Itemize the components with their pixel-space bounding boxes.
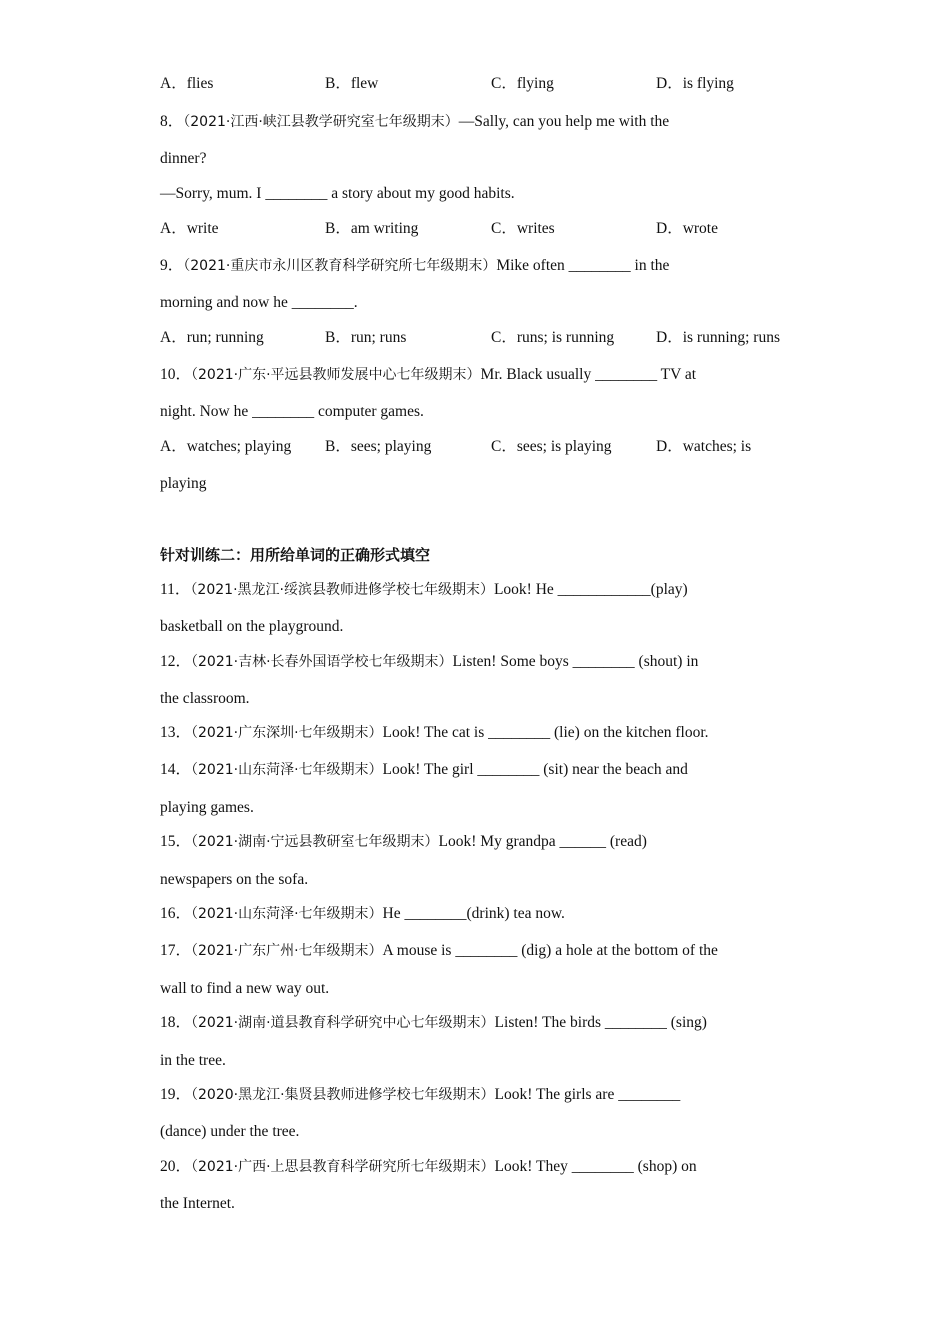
question-text: Listen! The birds ________ (sing) [494,1014,707,1031]
option-a: A．watches; playing [160,438,292,455]
question-text: Look! The cat is ________ (lie) on the kitchen floor. [382,724,709,741]
question-source: （2021·广东·平远县教师发展中心七年级期末） [191,367,481,383]
question-number: 13． [160,724,192,741]
question-source: （2021·广东广州·七年级期末） [191,943,383,959]
question-number: 18． [160,1014,192,1031]
option-a: A．run; running [160,329,264,346]
option-d: D．is running; runs [656,329,781,346]
question-source: （2021·山东菏泽·七年级期末） [191,906,383,922]
question-18-line-1 [160,1013,707,1033]
question-source: （2021·重庆市永川区教育科学研究所七年级期末） [183,258,497,274]
option-d: D．is flying [656,75,734,92]
question-8-line-1 [160,112,669,132]
question-19-line-1 [160,1085,680,1105]
question-text: Look! The girl ________ (sit) near the beach and [382,761,688,778]
question-18-line-2: in the tree. [160,1052,226,1069]
question-10-line-2: night. Now he ________ computer games. [160,403,424,420]
question-14-line-1 [160,760,688,780]
question-16-line-1 [160,904,565,924]
question-19-line-2: (dance) under the tree. [160,1123,300,1140]
option-a: A．flies [160,75,214,92]
question-text: Mr. Black usually ________ TV at [480,366,697,383]
option-d-continuation: playing [160,475,207,492]
question-15-line-2: newspapers on the sofa. [160,871,309,888]
question-15-line-1 [160,832,647,852]
question-source: （2020·黑龙江·集贤县教师进修学校七年级期末） [191,1087,495,1103]
question-source: （2021·黑龙江·绥滨县教师进修学校七年级期末） [190,582,494,598]
question-14-line-2: playing games. [160,799,254,816]
question-13-line-1 [160,723,709,743]
question-number: 16． [160,905,192,922]
question-source: （2021·山东菏泽·七年级期末） [191,762,383,778]
option-a: A．write [160,220,219,237]
question-text: Look! My grandpa ______ (read) [438,833,647,850]
question-text: Look! They ________ (shop) on [494,1158,697,1175]
question-number: 15． [160,833,192,850]
question-source: （2021·吉林·长春外国语学校七年级期末） [191,654,453,670]
question-text: Mike often ________ in the [496,257,670,274]
question-9-line-2: morning and now he ________. [160,294,358,311]
question-source: （2021·广东深圳·七年级期末） [191,725,383,741]
question-8-line-2: dinner? [160,150,207,167]
question-text: Look! He ____________(play) [493,581,688,598]
question-number: 10． [160,366,192,383]
question-number: 20． [160,1158,192,1175]
question-number: 9． [160,257,184,274]
question-text: He ________(drink) tea now. [382,905,565,922]
question-text: Look! The girls are ________ [494,1086,681,1103]
question-11-line-2: basketball on the playground. [160,618,344,635]
option-c: C．runs; is running [491,329,615,346]
section-heading: 针对训练二：用所给单词的正确形式填空 [160,546,431,564]
question-20-line-1 [160,1157,697,1177]
question-text: —Sally, can you help me with the [458,113,670,130]
option-b: B．flew [325,75,379,92]
question-8-line-3: —Sorry, mum. I ________ a story about my good habits. [160,185,515,202]
question-text: Listen! Some boys ________ (shout) in [452,653,699,670]
option-b: B．sees; playing [325,438,432,455]
question-source: （2021·湖南·道县教育科学研究中心七年级期末） [191,1015,495,1031]
question-number: 12． [160,653,192,670]
option-d: D．watches; is [656,438,752,455]
question-number: 11． [160,581,191,598]
question-17-line-1 [160,941,718,961]
option-b: B．run; runs [325,329,407,346]
question-11-line-1 [160,580,688,600]
question-source: （2021·湖南·宁远县教研室七年级期末） [191,834,439,850]
question-10-line-1 [160,365,696,385]
question-number: 8． [160,113,184,130]
question-source: （2021·江西·峡江县教学研究室七年级期末） [183,114,459,130]
question-number: 17． [160,942,192,959]
question-12-line-2: the classroom. [160,690,250,707]
option-c: C．sees; is playing [491,438,612,455]
option-c: C．writes [491,220,555,237]
question-9-line-1 [160,256,669,276]
question-text: A mouse is ________ (dig) a hole at the bottom of the [382,942,718,959]
question-20-line-2: the Internet. [160,1195,235,1212]
question-number: 19． [160,1086,192,1103]
option-c: C．flying [491,75,554,92]
option-d: D．wrote [656,220,718,237]
option-b: B．am writing [325,220,419,237]
question-17-line-2: wall to find a new way out. [160,980,330,997]
question-12-line-1 [160,652,698,672]
question-source: （2021·广西·上思县教育科学研究所七年级期末） [191,1159,495,1175]
question-number: 14． [160,761,192,778]
